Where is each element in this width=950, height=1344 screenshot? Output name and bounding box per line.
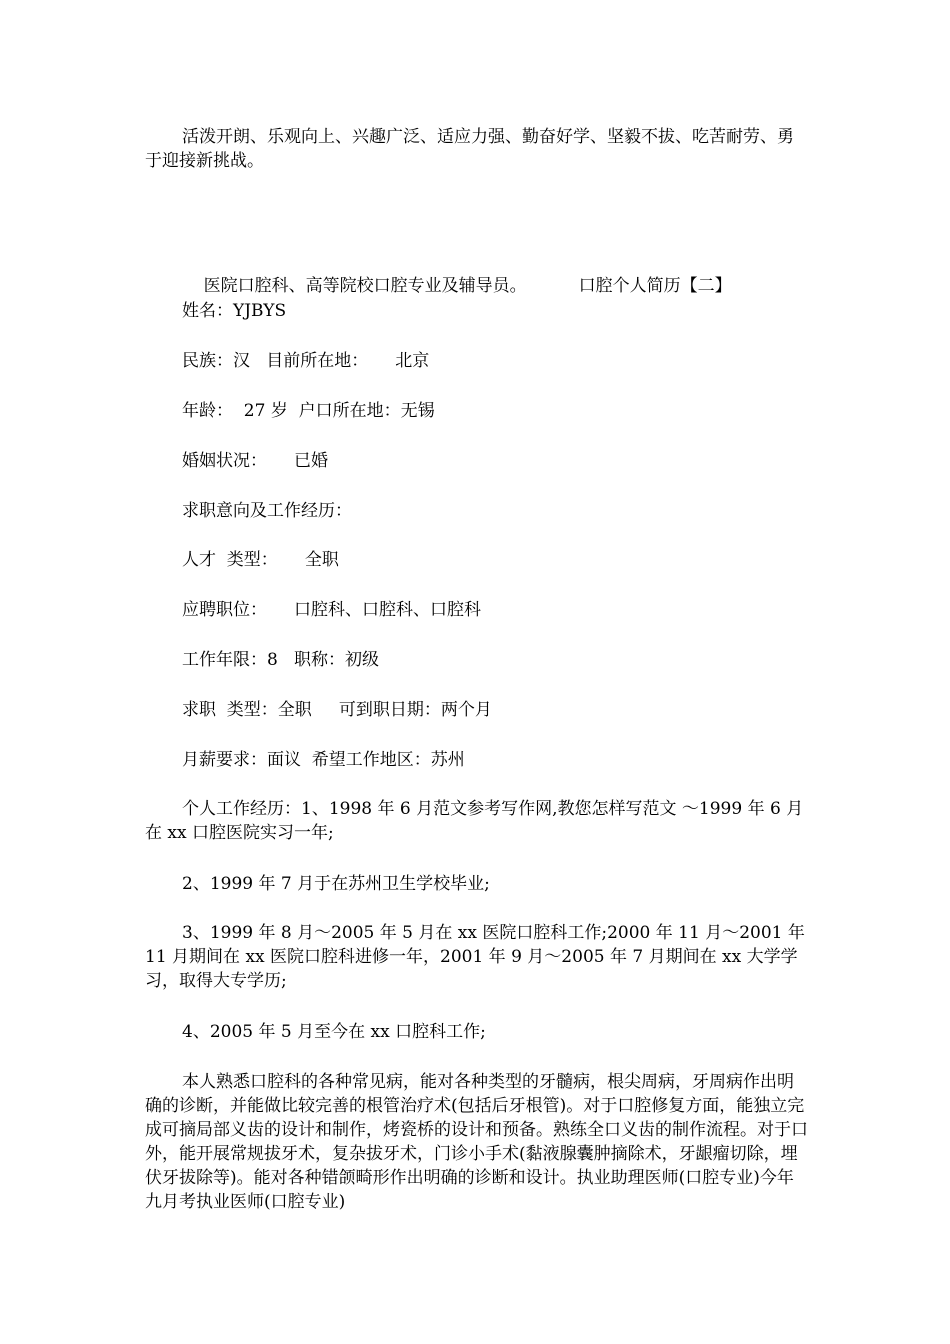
summary-paragraph: 本人熟悉口腔科的各种常见病，能对各种类型的牙髓病，根尖周病，牙周病作出明确的诊断，并能做比较完善的根管治疗术(包括后牙根管)。对于口腔修复方面，能独立完成可摘局部义齿的设计和制作，烤瓷桥的设计和预备。熟练全口义齿的制作流程。对于口外，能开展常规拔牙术，复杂拔牙术，门诊小手术(黏液腺囊肿摘除术，牙龈瘤切除，埋伏牙拔除等)。能对各种错颌畸形作出明确的诊断和设计。执业助理医师(口腔专业)今年九月考执业医师(口腔专业)	[145, 1072, 808, 1212]
salary-field: 月薪要求：面议 希望工作地区：苏州	[182, 750, 465, 770]
ethnicity-location-field: 民族：汉 目前所在地： 北京	[182, 351, 430, 371]
experience-item-4: 4、2005 年 5 月至今在 xx 口腔科工作;	[182, 1022, 486, 1042]
job-intent-heading: 求职意向及工作经历：	[182, 501, 352, 521]
experience-item-2: 2、1999 年 7 月于在苏州卫生学校毕业;	[182, 874, 490, 894]
job-type-field: 求职 类型：全职 可到职日期：两个月	[182, 700, 492, 720]
age-hukou-field: 年龄： 27 岁 户口所在地：无锡	[182, 401, 435, 421]
intro-paragraph: 活泼开朗、乐观向上、兴趣广泛、适应力强、勤奋好学、坚毅不拔、吃苦耐劳、勇于迎接新挑战。	[145, 127, 794, 171]
heading-left-text: 医院口腔科、高等院校口腔专业及辅导员。	[203, 276, 527, 296]
talent-type-field: 人才 类型： 全职	[182, 550, 339, 570]
marital-status-field: 婚姻状况： 已婚	[182, 451, 329, 471]
experience-item-1: 个人工作经历：1、1998 年 6 月范文参考写作网,教您怎样写范文 ～1999 年 6 月在 xx 口腔医院实习一年;	[145, 799, 804, 843]
experience-item-3: 3、1999 年 8 月～2005 年 5 月在 xx 医院口腔科工作;2000 年 11 月～2001 年 11 月期间在 xx 医院口腔科进修一年，2001 年 9 月～2005 年 7 月期间在 xx 大学学习，取得大专学历;	[145, 923, 805, 991]
work-years-field: 工作年限：8 职称：初级	[182, 650, 380, 670]
position-field: 应聘职位： 口腔科、口腔科、口腔科	[182, 600, 482, 620]
name-field: 姓名：YJBYS	[182, 301, 287, 321]
heading-right-title: 口腔个人简历【二】	[578, 276, 732, 296]
